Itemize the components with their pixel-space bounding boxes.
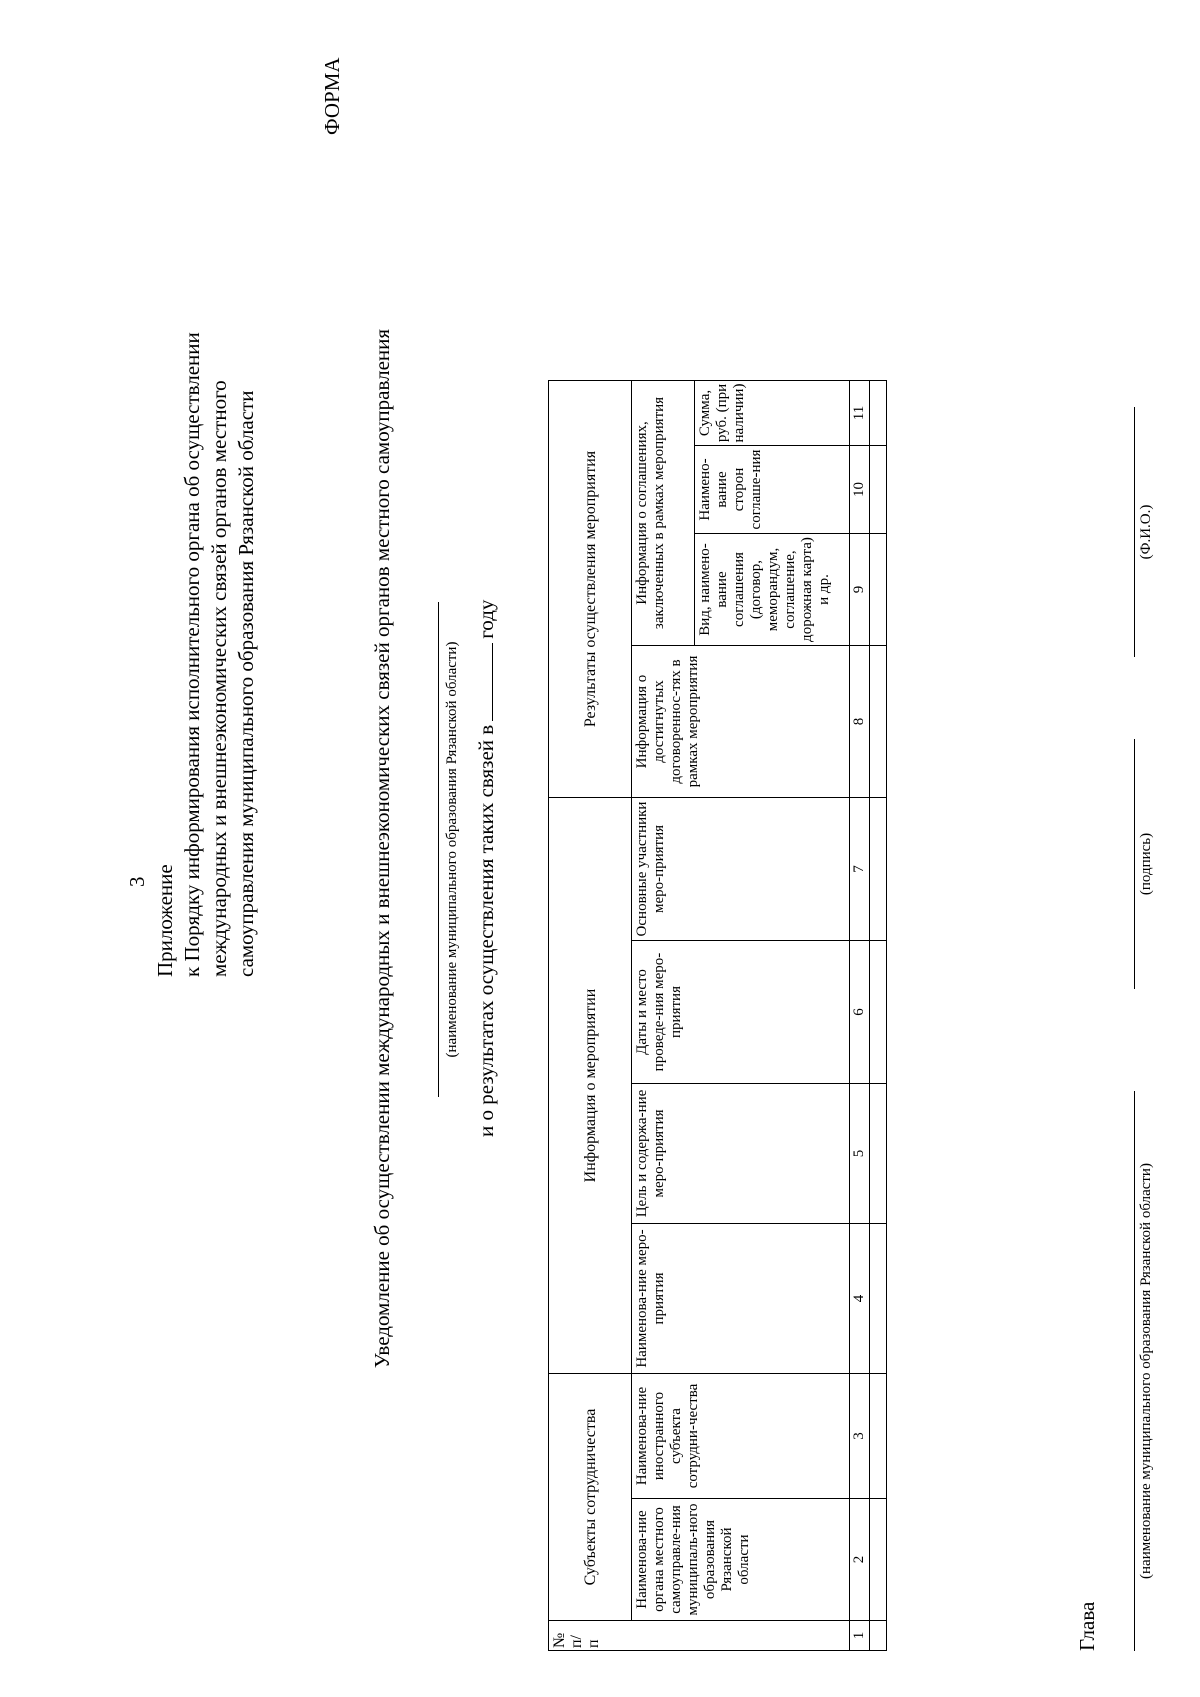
report-table [548, 380, 887, 1651]
header-agreements: Информация о соглашениях, заключенных в рамках мероприятия [632, 381, 695, 646]
subheading [474, 600, 499, 1137]
name-caption: (Ф.И.О.) [1138, 504, 1154, 560]
year-blank [474, 643, 493, 721]
header-col-3: Наименова-ние иностранного субъекта сотрудни-чества [632, 1374, 850, 1499]
header-col-4: Наименова-ние меро-приятия [632, 1224, 850, 1374]
subheading-prefix: и о результатах осуществления таких связей в [474, 724, 498, 1137]
column-number-6: 6 [850, 941, 870, 1084]
empty-cell [870, 1374, 887, 1499]
header-col-7: Основные участники меро-приятия [632, 798, 850, 941]
empty-cell [870, 941, 887, 1084]
column-number-11: 11 [850, 381, 870, 446]
appendix-line-3: международных и внешнеэкономических связей органов местного [207, 380, 231, 977]
municipality-blank-line [438, 602, 439, 1097]
header-results: Результаты осуществления мероприятия [549, 381, 632, 798]
empty-cell [870, 381, 887, 446]
empty-cell [870, 1084, 887, 1224]
column-number-4: 4 [850, 1224, 870, 1374]
column-number-7: 7 [850, 798, 870, 941]
appendix-line-4: самоуправления муниципального образования Рязанской области [234, 390, 258, 977]
municipality-signature-line [1134, 1091, 1135, 1651]
empty-cell [870, 1499, 887, 1621]
column-number-3: 3 [850, 1374, 870, 1499]
header-col-5: Цель и содержа-ние меро-приятия [632, 1084, 850, 1224]
column-number-8: 8 [850, 646, 870, 798]
appendix-block [152, 332, 260, 977]
header-num: № п/ п [549, 1621, 850, 1651]
empty-cell [870, 1621, 887, 1651]
page-number: 3 [125, 876, 149, 887]
form-label: ФОРМА [320, 57, 344, 135]
header-col-6: Даты и место проведе-ния меро-приятия [632, 941, 850, 1084]
column-number-1: 1 [850, 1621, 870, 1651]
header-col-11: Сумма, руб. (при наличии) [695, 381, 850, 446]
subheading-suffix: году [474, 599, 498, 639]
signature-caption: (подпись) [1138, 832, 1154, 896]
signature-title: Глава [1075, 1601, 1099, 1651]
signature-line [1134, 739, 1135, 989]
empty-cell [870, 1224, 887, 1374]
municipality-caption: (наименование муниципального образования Рязанской области) [444, 641, 460, 1058]
document-heading: Уведомление об осуществлении международных и внешнеэкономических связей органов местного самоуправления [370, 328, 394, 1369]
appendix-line-1: Приложение [153, 864, 177, 977]
column-number-5: 5 [850, 1084, 870, 1224]
column-number-10: 10 [850, 446, 870, 534]
empty-cell [870, 646, 887, 798]
header-col-2: Наименова-ние органа местного самоуправле-ния муниципаль-ного образования Рязанской области [632, 1499, 850, 1621]
header-col-8: Информация о достигнутых договореннос-тях в рамках мероприятия [632, 646, 850, 798]
empty-cell [870, 446, 887, 534]
empty-cell [870, 534, 887, 646]
header-col-9: Вид, наимено-вание соглашения (договор, меморандум, соглашение, дорожная карта) и др. [695, 534, 850, 646]
empty-cell [870, 798, 887, 941]
name-line [1134, 407, 1135, 657]
header-event-info: Информация о мероприятии [549, 798, 632, 1374]
column-number-9: 9 [850, 534, 870, 646]
header-col-10: Наимено-вание сторон соглаше-ния [695, 446, 850, 534]
header-subjects: Субъекты сотрудничества [549, 1374, 632, 1621]
column-number-2: 2 [850, 1499, 870, 1621]
table-row [870, 381, 887, 1651]
signature-municipality-caption: (наименование муниципального образования Рязанской области) [1138, 1163, 1154, 1579]
appendix-line-2: к Порядку информирования исполнительного органа об осуществлении [180, 332, 204, 977]
